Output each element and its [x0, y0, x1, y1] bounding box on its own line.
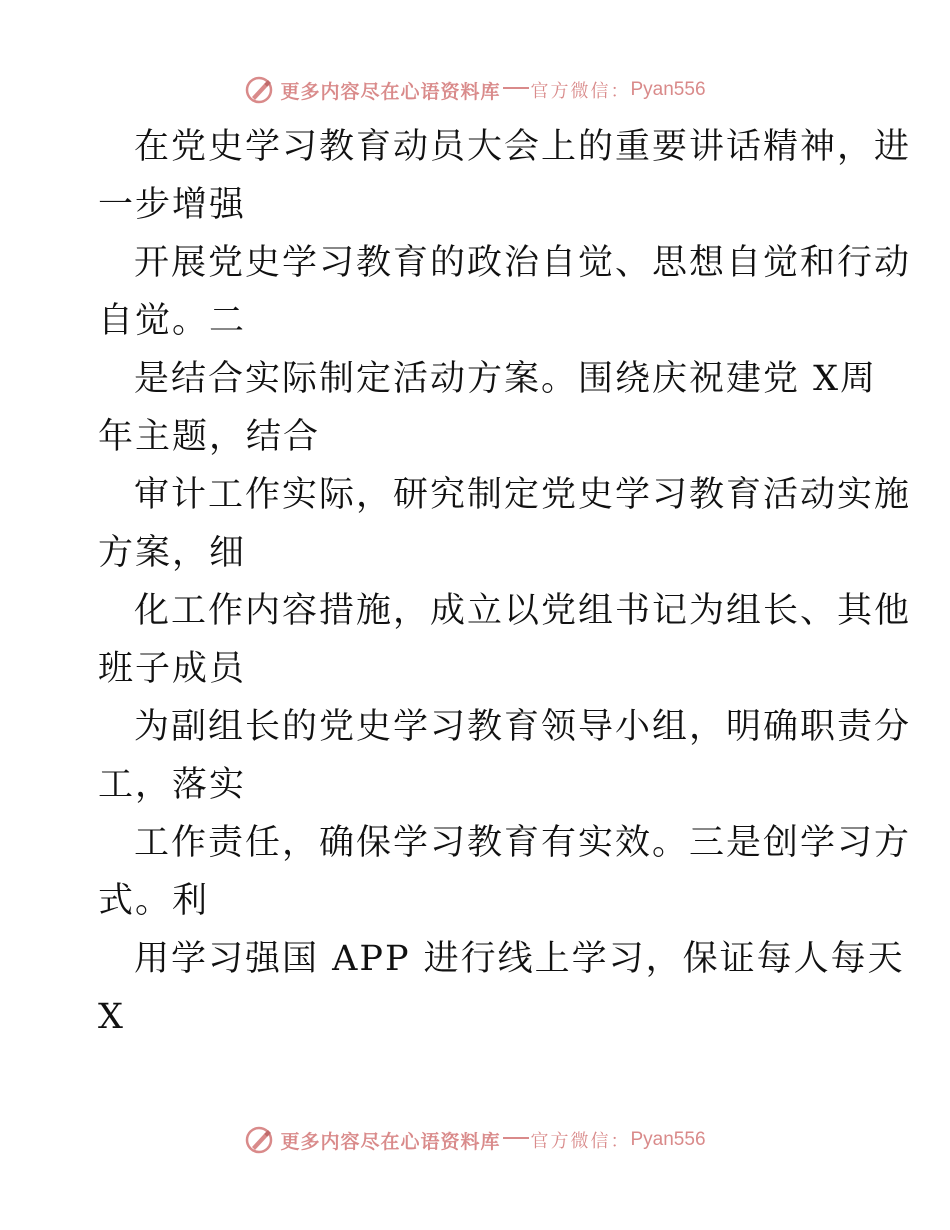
paragraph-line: 班子成员 [98, 649, 247, 689]
paragraph-line: X [98, 997, 125, 1037]
paragraph-line: 在党史学习教育动员大会上的重要讲话精神，进 [134, 127, 912, 167]
document-body [98, 118, 912, 1046]
watermark-main-text: 更多内容尽在心语资料库 [280, 1130, 501, 1153]
watermark-wechat-id: Pyan556 [630, 79, 706, 100]
watermark-wechat-id: Pyan556 [630, 1129, 706, 1150]
watermark-main-text: 更多内容尽在心语资料库 [280, 80, 501, 103]
paragraph-line: 工，落实 [98, 765, 247, 805]
footer-watermark [0, 1120, 950, 1160]
watermark-wechat-label: 官方微信： [530, 81, 631, 102]
watermark-dash [503, 1137, 529, 1139]
paragraph-line: 为副组长的党史学习教育领导小组，明确职责分 [134, 707, 912, 747]
paragraph-line: 审计工作实际，研究制定党史学习教育活动实施 [134, 475, 912, 515]
paragraph-line: 式。利 [98, 881, 210, 921]
watermark-dash [503, 87, 529, 89]
paragraph-line: 一步增强 [98, 185, 247, 225]
pen-logo-icon [244, 1125, 274, 1155]
paragraph-line: 工作责任，确保学习教育有实效。三是创学习方 [134, 823, 912, 863]
pen-logo-icon [244, 75, 274, 105]
paragraph-line: 开展党史学习教育的政治自觉、思想自觉和行动 [134, 243, 912, 283]
watermark-wechat-label: 官方微信： [530, 1131, 631, 1152]
paragraph-line: 方案，细 [98, 533, 247, 573]
paragraph-line: 年主题，结合 [98, 417, 321, 457]
header-watermark [0, 70, 950, 110]
paragraph-line: 用学习强国 APP 进行线上学习，保证每人每天 [134, 939, 905, 979]
paragraph-line: 化工作内容措施，成立以党组书记为组长、其他 [134, 591, 912, 631]
paragraph-line: 自觉。二 [98, 301, 247, 341]
paragraph-line: 是结合实际制定活动方案。围绕庆祝建党 X周 [134, 359, 878, 399]
